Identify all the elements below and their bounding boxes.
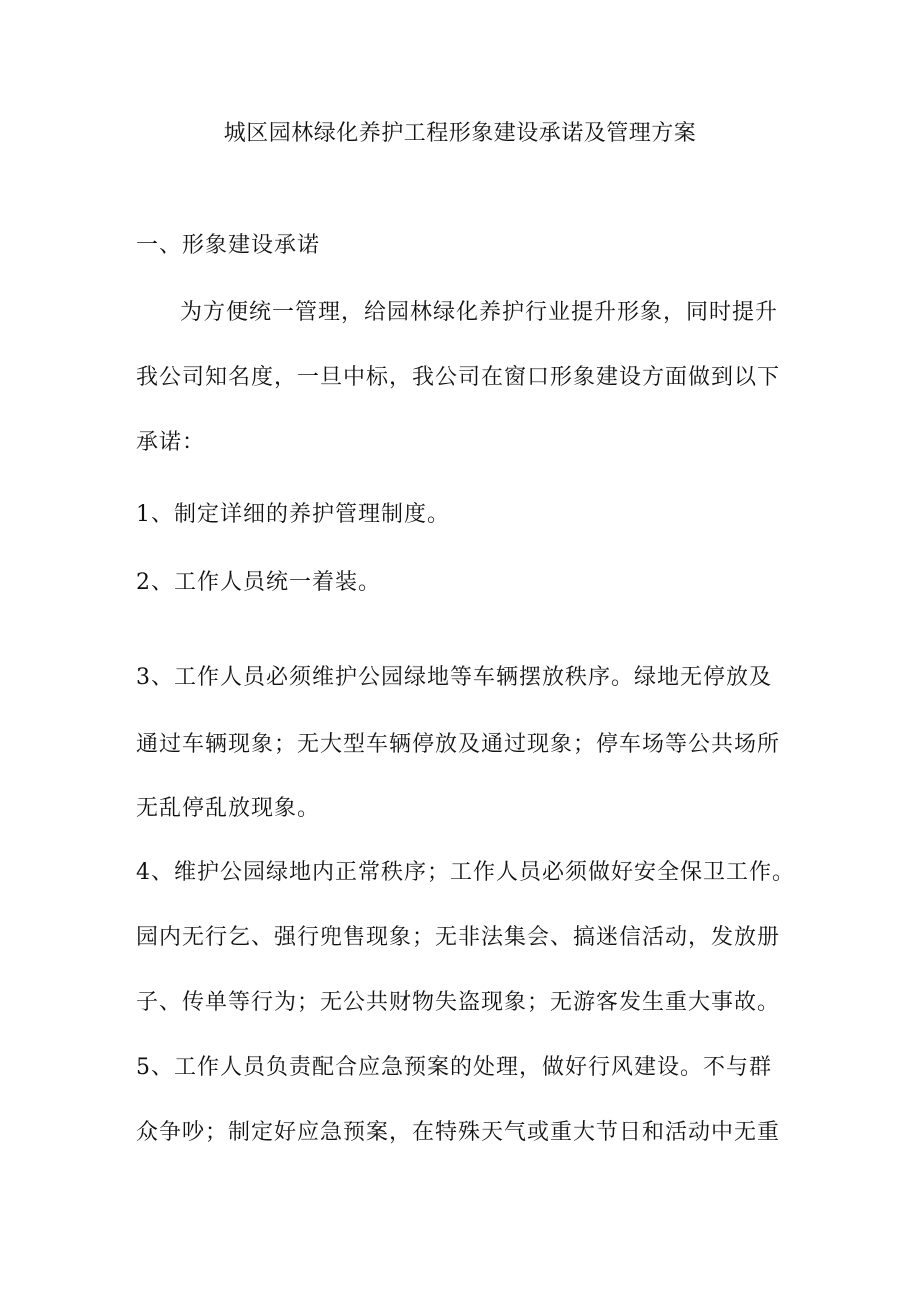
document-title: 城区园林绿化养护工程形象建设承诺及管理方案	[223, 121, 697, 146]
item-3-line-2: 通过车辆现象；无大型车辆停放及通过现象；停车场等公共场所	[136, 732, 781, 757]
item-1-line-1: 1、制定详细的养护管理制度。	[136, 502, 450, 527]
intro-line-1: 为方便统一管理，给园林绿化养护行业提升形象，同时提升	[180, 300, 779, 325]
section-heading: 一、形象建设承诺	[136, 233, 321, 258]
item-4-line-1: 4、维护公园绿地内正常秩序；工作人员必须做好安全保卫工作。	[136, 860, 795, 885]
intro-line-2: 我公司知名度，一旦中标，我公司在窗口形象建设方面做到以下	[136, 365, 781, 390]
intro-line-3: 承诺：	[136, 430, 206, 455]
item-4-line-2: 园内无行乞、强行兜售现象；无非法集会、搞迷信活动，发放册	[136, 925, 781, 950]
item-5-line-1: 5、工作人员负责配合应急预案的处理，做好行风建设。不与群	[136, 1055, 772, 1080]
item-4-line-3: 子、传单等行为；无公共财物失盗现象；无游客发生重大事故。	[136, 990, 781, 1015]
item-5-line-2: 众争吵；制定好应急预案，在特殊天气或重大节日和活动中无重	[136, 1120, 781, 1145]
item-3-line-3: 无乱停乱放现象。	[136, 796, 321, 821]
item-2-line-1: 2、工作人员统一着装。	[136, 570, 381, 595]
item-3-line-1: 3、工作人员必须维护公园绿地等车辆摆放秩序。绿地无停放及	[136, 665, 772, 690]
